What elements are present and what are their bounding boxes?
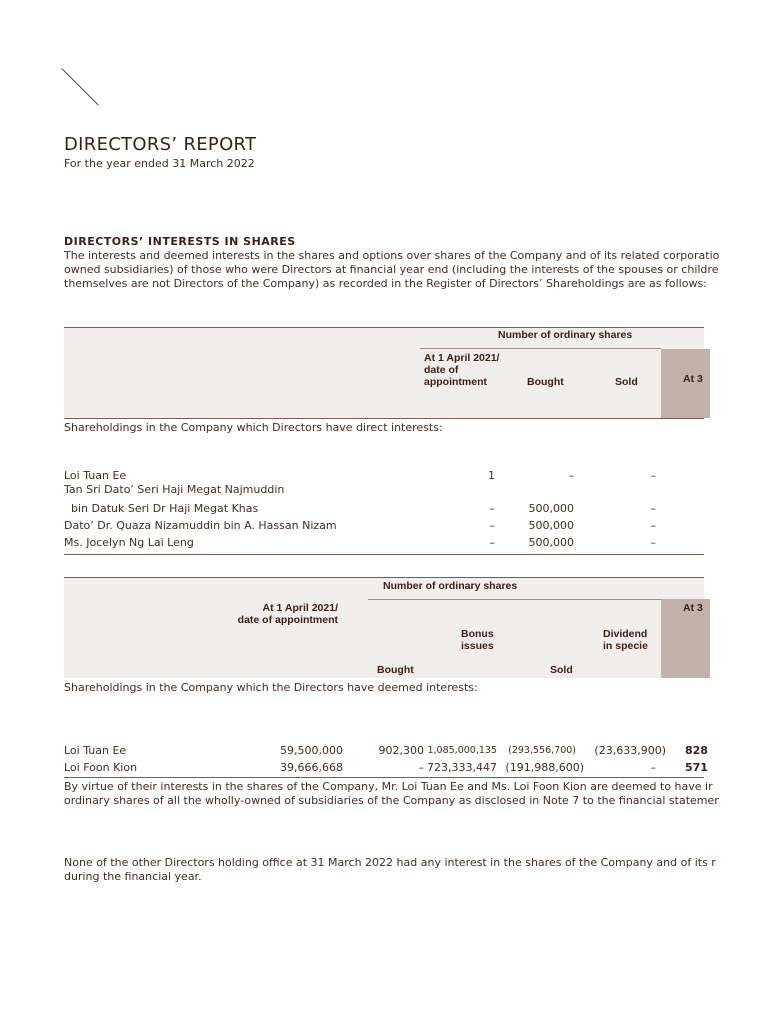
col-bonus-line-1: Bonus [461, 628, 494, 640]
none-note-line-1: None of the other Directors holding office at 31 March 2022 had any interest in the shares of the Company and of its r [64, 856, 716, 869]
table-row-start: 39,666,668 [280, 761, 343, 774]
col-start-line-1: At 1 April 2021/ [262, 602, 338, 614]
col-dividend-line-1: Dividend [603, 628, 648, 640]
col-bought: Bought [527, 376, 564, 388]
col-dividend-line-2: in specie [603, 640, 648, 652]
table-row-name: bin Datuk Seri Dr Haji Megat Khas [64, 502, 259, 515]
section-heading: DIRECTORS’ INTERESTS IN SHARES [64, 235, 296, 248]
table-row-sold: – [650, 536, 656, 549]
table1-section-label: Shareholdings in the Company which Directors have direct interests: [64, 421, 443, 434]
table-row-sold: (191,988,600) [505, 761, 584, 774]
group-header: Number of ordinary shares [383, 580, 518, 592]
table-row-start: 59,500,000 [280, 744, 343, 757]
table-row-bought: – [418, 761, 424, 774]
table-row-name: Loi Tuan Ee [64, 469, 127, 482]
col-sold: Sold [615, 376, 638, 388]
decorative-corner-line [61, 68, 98, 105]
virtue-note-line-1: By virtue of their interests in the shares of the Company, Mr. Loi Tuan Ee and Ms. Loi Foon Kion are deemed to have ir [64, 780, 713, 793]
table2-section-label: Shareholdings in the Company which the Directors have deemed interests: [64, 681, 478, 694]
table-row-end: 828 [685, 744, 708, 757]
table-row-bought: – [568, 469, 574, 482]
table-row-sold: – [650, 502, 656, 515]
col-start-line-3: appointment [424, 376, 487, 388]
table-row-bought: 500,000 [528, 519, 574, 532]
table-row-start: – [489, 536, 495, 549]
table-row-name: Loi Tuan Ee [64, 744, 127, 757]
table-row-dividend: (23,633,900) [594, 744, 666, 757]
table-row-end: 571 [685, 761, 708, 774]
none-note-line-2: during the financial year. [64, 870, 202, 883]
table-row-dividend: – [650, 761, 656, 774]
table-row-start: 1 [488, 469, 495, 482]
group-header: Number of ordinary shares [498, 329, 633, 341]
col-end: At 3 [683, 602, 703, 614]
table-row-start: – [489, 519, 495, 532]
table-row-sold: (293,556,700) [508, 745, 576, 756]
table-row-sold: – [650, 519, 656, 532]
table-row-name: Tan Sri Dato’ Seri Haji Megat Najmuddin [64, 483, 285, 496]
table-row-name: Dato’ Dr. Quaza Nizamuddin bin A. Hassan Nizam [64, 519, 337, 532]
col-end: At 3 [683, 373, 703, 385]
col-sold: Sold [550, 664, 573, 676]
col-bonus-line-2: issues [461, 640, 494, 652]
table-row-start: – [489, 502, 495, 515]
table-row-bonus: 723,333,447 [427, 761, 497, 774]
page-title: DIRECTORS’ REPORT [64, 134, 257, 155]
table-row-name: Ms. Jocelyn Ng Lai Leng [64, 536, 194, 549]
table-row-bought: 500,000 [528, 536, 574, 549]
table-row-sold: – [650, 469, 656, 482]
col-start-line-2: date of appointment [237, 614, 338, 626]
col-start-line-1: At 1 April 2021/ [424, 352, 500, 364]
col-start-line-2: date of [424, 364, 459, 376]
intro-line-3: themselves are not Directors of the Company) as recorded in the Register of Directors’ Shareholdings are as follows: [64, 277, 707, 290]
intro-line-2: owned subsidiaries) of those who were Directors at financial year end (including the interests of the spouses or childre [64, 263, 719, 276]
table-row-bought: 500,000 [528, 502, 574, 515]
table-row-bonus: 1,085,000,135 [427, 745, 497, 756]
table-row-name: Loi Foon Kion [64, 761, 138, 774]
virtue-note-line-2: ordinary shares of all the wholly-owned of subsidiaries of the Company as disclosed in Note 7 to the financial statemer [64, 794, 719, 807]
col-bought: Bought [377, 664, 414, 676]
intro-line-1: The interests and deemed interests in the shares and options over shares of the Company and of its related corporatio [64, 249, 720, 262]
table-row-bought: 902,300 [378, 744, 424, 757]
page-subtitle: For the year ended 31 March 2022 [64, 157, 255, 170]
